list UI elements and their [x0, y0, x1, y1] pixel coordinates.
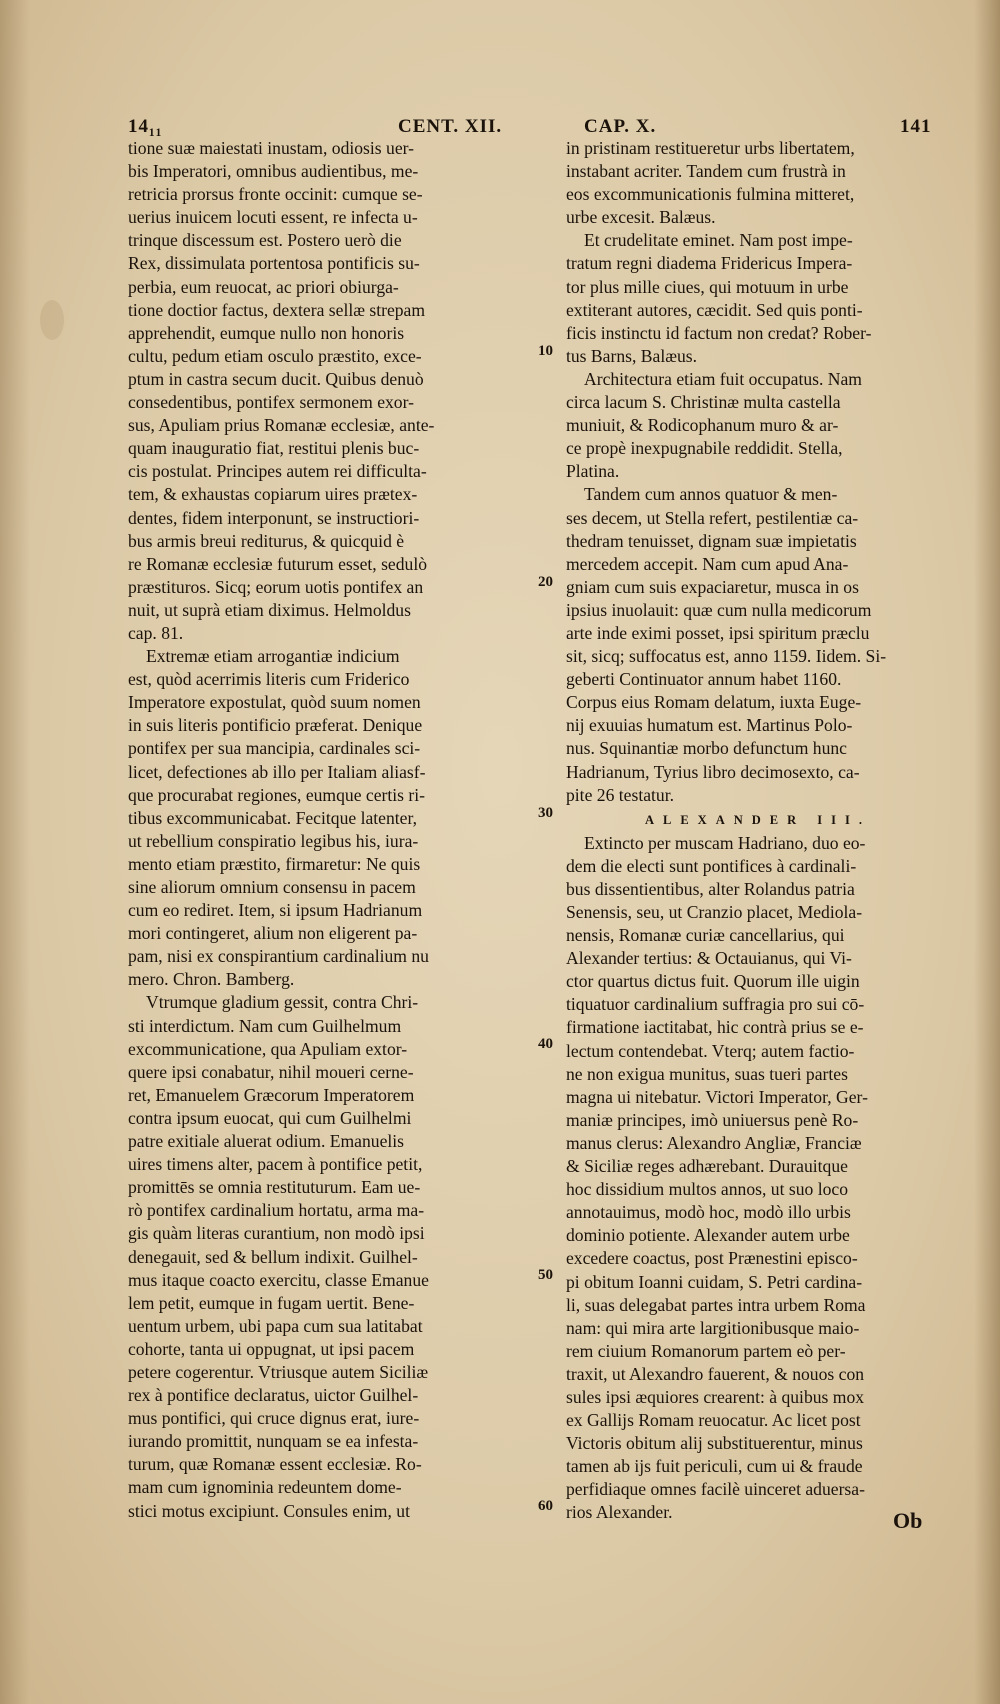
right-paragraph-1: in pristinam restitueretur urbs libertatem, instabant acriter. Tandem cum frustrà in eos excommunicationis fulmina mitteret, urbe excesit. Balæus. [566, 138, 855, 228]
left-column [128, 137, 554, 1523]
line-number-60: 60 [538, 1498, 553, 1514]
right-paragraph-3: Architectura etiam fuit occupatus. Nam circa lacum S. Christinæ multa castella muniuit, & Rodicophanum muro & ar- ce propè inexpugnabile reddidit. Stella, Platina. [566, 368, 862, 482]
line-number-30: 30 [538, 805, 553, 821]
page-number-left: 14₁₁ [128, 116, 163, 137]
chapter-title: CAP. X. [584, 116, 657, 137]
line-number-40: 40 [538, 1036, 553, 1052]
left-paragraph-1: tione suæ maiestati inustam, odiosis uer- bis Imperatori, omnibus audientibus, me- retricia prorsus fronte occinit: cumque se- uerius inuicem locuti essent, re infecta u- trinque discessum est. Postero uerò die Rex, dissimulata portentosa pontificis su- perbia, eum reuocat, ac priori obiurga- tione doctior factus, dextera sellæ strepam apprehendit, eumque nullo non honoris cultu, pedum etiam osculo præstito, exce- ptum in castra secum ducit. Quibus denuò consedentibus, pontifex sermonem exor- sus, Apuliam prius Romanæ ecclesiæ, ante- quam inauguratio fiat, restitui plenis buc- cis postulat. Principes autem rei difficulta- tem, & exhaustas copiarum uires prætex- dentes, fidem interponunt, se instructiori- bus armis breui rediturus, & quicquid è re Romanæ ecclesiæ futurum esset, sedulò præstituros. Sicq; eorum uotis pontifex an nuit, ut suprà etiam diximus. Helmoldus cap. 81. [128, 138, 435, 643]
right-paragraph-2: Et crudelitate eminet. Nam post impe- tratum regni diadema Fridericus Impera- tor plus mille ciues, qui motuum in urbe extiterant autores, cæcidit. Sed quis ponti- ficis instinctu id factum non credat? Rober- tus Barns, Balæus. [566, 230, 872, 366]
right-column [566, 137, 950, 1525]
right-paragraph-5: Extincto per muscam Hadriano, duo eo- dem die electi sunt pontifices à cardinali- bus dissentientibus, alter Rolandus patria Senensis, seu, ut Cranzio placet, Mediola- nensis, Romanæ curiæ cancellarius, qui Alexander tertius: & Octauianus, qui Vi- ctor quartus dictus fuit. Quorum ille uigin tiquatuor cardinalium suffragia pro sui cō- firmatione iactitabat, hic contrà prius se e- lectum contendebat. Vterq; autem factio- ne non exigua munitus, suas tueri partes magna ui nitebatur. Victori Imperator, Ger- maniæ principes, imò uniuersus penè Ro- manus clerus: Alexandro Angliæ, Franciæ & Siciliæ reges adhærebant. Durauitque hoc dissidium multos annos, ut suo loco annotauimus, modò hoc, modò illo urbis dominio potiente. Alexander autem urbe excedere coactus, post Prænestini episco- pi obitum Ioanni cuidam, S. Petri cardina- li, suas delegabat partes intra urbem Roma nam: qui mira arte largitionibusque maio- rem ciuium Romanorum partem eò per- traxit, ut Alexandro fauerent, & nouos con sules ipsi æquiores crearent: à quibus mox ex Gallijs Romam reuocatur. Ac licet post Victoris obitum alij substituerentur, minus tamen ab ijs fuit periculi, cum ui & fraude perfidiaque omnes facilè uinceret aduersa- rios Alexander. [566, 832, 868, 1523]
line-number-50: 50 [538, 1267, 553, 1283]
right-paragraph-4: Tandem cum annos quatuor & men- ses decem, ut Stella refert, pestilentiæ ca- thedram tenuisset, dignam suæ impietatis mercedem accepit. Nam cum apud Ana- gniam cum suis expaciaretur, musca in os ipsius inuolauit: quæ cum nulla medicorum arte inde eximi posset, ipsi spiritum præclu sit, sicq; suffocatus est, anno 1159. Iidem. Si- geberti Continuator annum habet 1160. Corpus eius Romam delatum, iuxta Euge- nij exuuias humatum est. Martinus Polo- nus. Squinantiæ morbo defunctum hunc Hadrianum, Tyrius libro decimosexto, ca- pite 26 testatur. [566, 484, 887, 805]
page-edge-shadow [974, 0, 1000, 1704]
left-paragraph-3: Vtrumque gladium gessit, contra Chri- sti interdictum. Nam cum Guilhelmum excommunicatione, qua Apuliam extor- quere ipsi conabatur, nihil moueri cerne- ret, Emanuelem Græcorum Imperatorem contra ipsum euocat, qui cum Guilhelmi patre exitiale aluerat odium. Emanuelis uires timens alter, pacem à pontifice petit, promittēs se omnia restituturum. Eam ue- rò pontifex cardinalium hortatu, arma ma- gis quàm literas curantium, non modò ipsi denegauit, sed & bellum indixit. Guilhel- mus itaque coacto exercitu, classe Emanue lem petit, eumque in fugam uertit. Bene- uentum urbem, ubi papa cum sua latitabat cohorte, tanta ui oppugnat, ut ipsi pacem petere cogerentur. Vtriusque autem Siciliæ rex à pontifice declaratus, uictor Guilhel- mus pontifici, qui cruce dignus erat, iure- iurando promittit, nunquam se ea infesta- turum, quæ Romanæ essent ecclesiæ. Ro- mam cum ignominia redeuntem dome- stici motus excipiunt. Consules enim, ut [128, 992, 429, 1521]
stain [40, 300, 64, 340]
section-title: CENT. XII. [398, 116, 503, 137]
page-number-right: 141 [900, 116, 932, 137]
catchword: Ob [893, 1508, 923, 1533]
page-gutter-shadow [0, 0, 30, 1704]
section-heading: ALEXANDER III. [644, 812, 872, 827]
left-paragraph-2: Extremæ etiam arrogantiæ indicium est, quòd acerrimis literis cum Friderico Imperatore expostulat, quòd suum nomen in suis literis pontificio præferat. Denique pontifex per sua mancipia, cardinales sci- licet, defectiones ab illo per Italiam aliasf- que procurabat regiones, eumque certis ri- tibus excommunicabat. Fecitque latenter, ut rebellium conspiratio legibus his, iura- mento etiam præstito, firmaretur: Ne quis sine aliorum omnium consensu in pacem cum eo rediret. Item, si ipsum Hadrianum mori contingeret, alium non eligerent pa- pam, nisi ex conspirantium cardinalium nu mero. Chron. Bamberg. [128, 646, 429, 990]
line-number-10: 10 [538, 343, 553, 359]
line-number-20: 20 [538, 574, 553, 590]
